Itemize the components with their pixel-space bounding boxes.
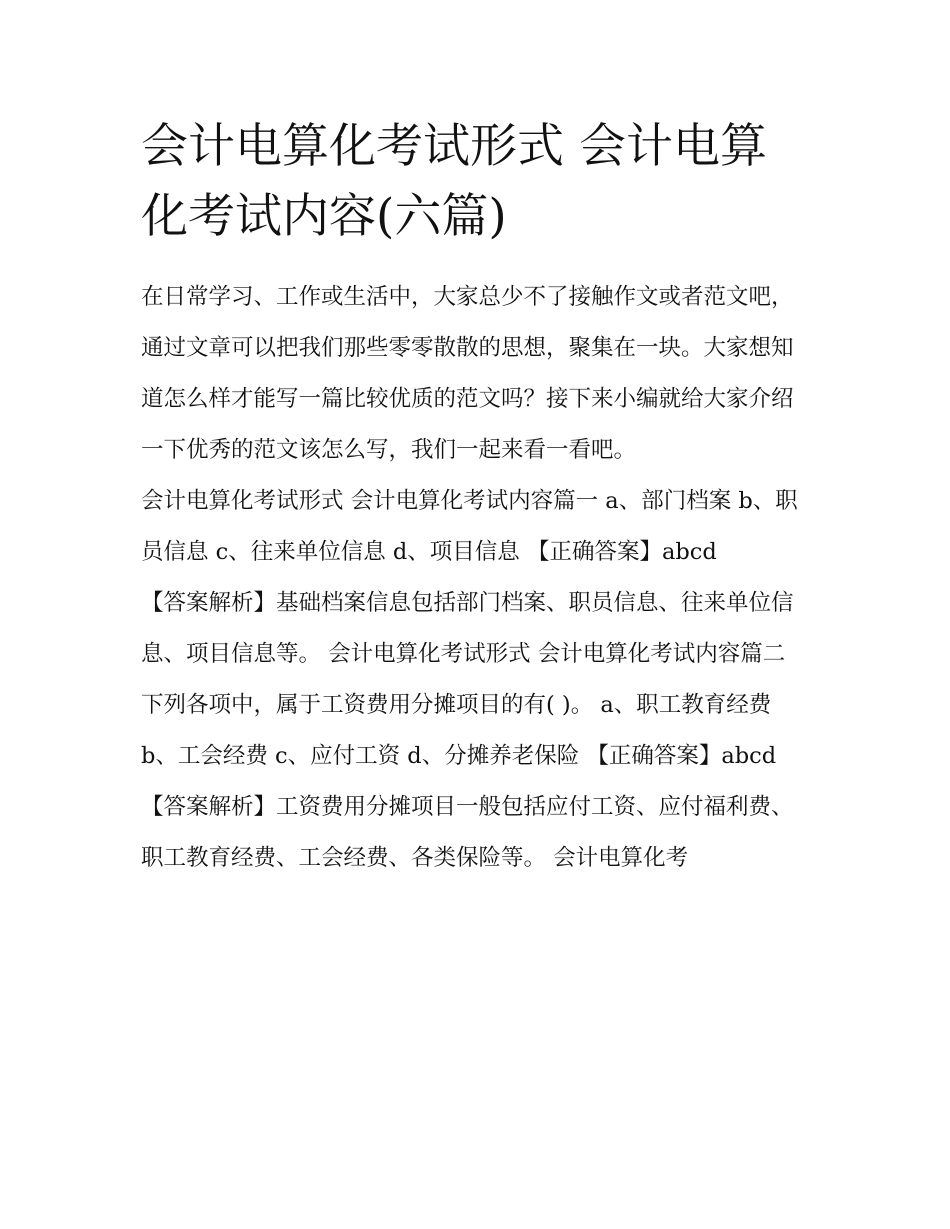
question-1-paragraph: 会计电算化考试形式 会计电算化考试内容篇一 a、部门档案 b、职员信息 c、往来单位信息 d、项目信息 【正确答案】abcd (141, 488, 798, 565)
document-title: 会计电算化考试形式 会计电算化考试内容(六篇) (141, 119, 767, 244)
question-2-paragraph: 下列各项中，属于工资费用分摊项目的有( )。 a、职工教育经费 b、工会经费 c、应付工资 d、分摊养老保险 【正确答案】abcd (141, 692, 777, 769)
answer-1-explanation: 【答案解析】基础档案信息包括部门档案、职员信息、往来单位信息、项目信息等。 会计电算化考试形式 会计电算化考试内容篇二 (141, 590, 794, 667)
intro-paragraph: 在日常学习、工作或生活中，大家总少不了接触作文或者范文吧，通过文章可以把我们那些零零散散的思想，聚集在一块。大家想知道怎么样才能写一篇比较优质的范文吗？接下来小编就给大家介绍一下优秀的范文该怎么写，我们一起来看一看吧。 (141, 284, 794, 463)
answer-2-explanation: 【答案解析】工资费用分摊项目一般包括应付工资、应付福利费、职工教育经费、工会经费、各类保险等。 会计电算化考 (141, 794, 794, 871)
document-page (141, 112, 813, 884)
